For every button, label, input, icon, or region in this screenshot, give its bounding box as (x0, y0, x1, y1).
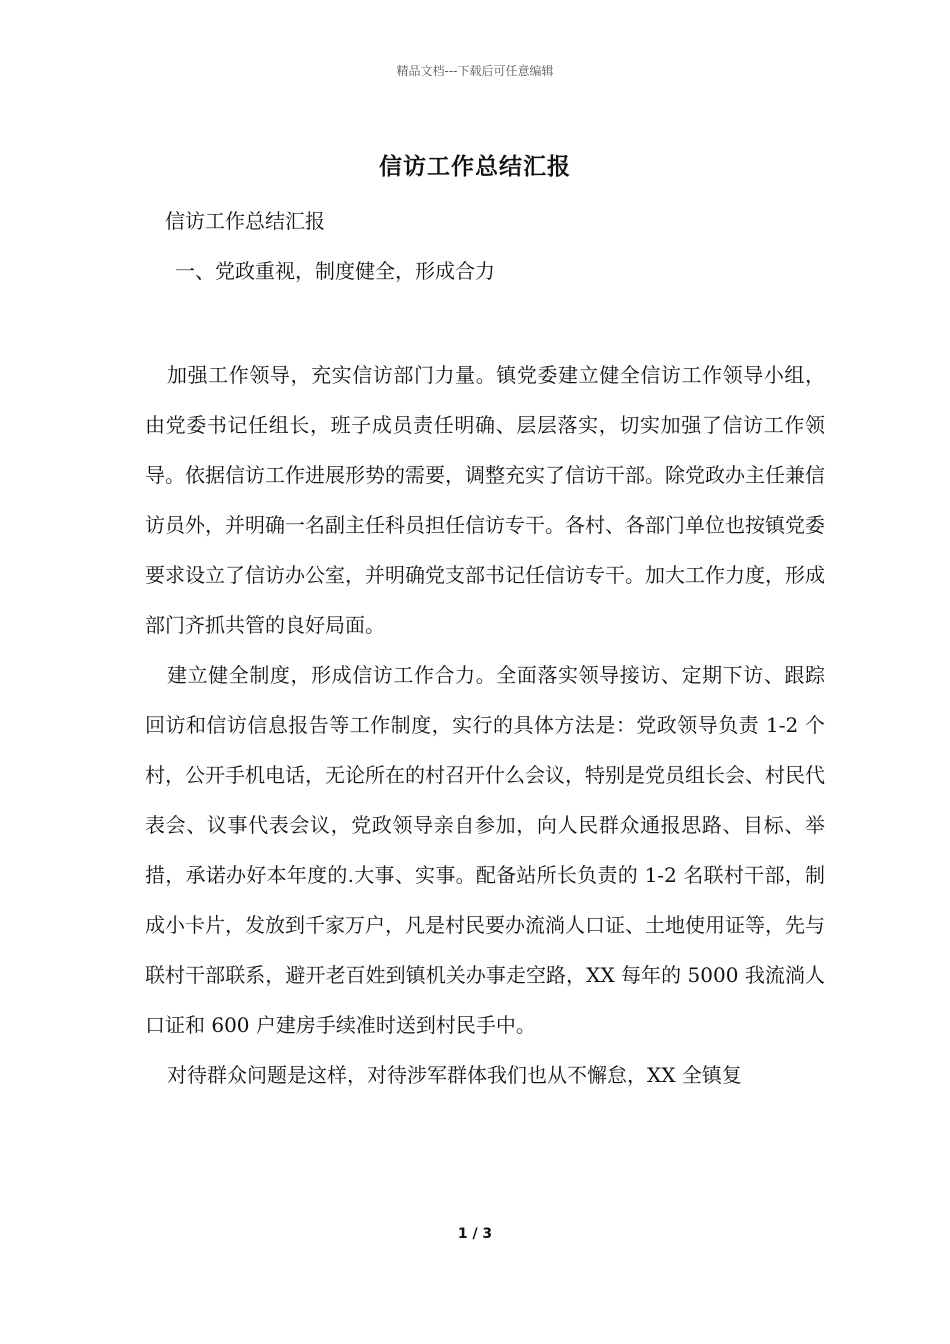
section-heading: 一、党政重视，制度健全，形成合力 (175, 259, 495, 283)
paragraph: 加强工作领导，充实信访部门力量。镇党委建立健全信访工作领导小组，由党委书记任组长，班子成员责任明确、层层落实，切实加强了信访工作领导。依据信访工作进展形势的需要，调整充实了信访干部。除党政办主任兼信访员外，并明确一名副主任科员担任信访专干。各村、各部门单位也按镇党委要求设立了信访办公室，并明确党支部书记任信访专干。加大工作力度，形成部门齐抓共管的良好局面。 (145, 363, 825, 637)
page-number: 1 / 3 (457, 1226, 493, 1242)
document-subtitle: 信访工作总结汇报 (165, 209, 325, 233)
document-body (145, 350, 825, 1100)
paragraph: 对待群众问题是这样，对待涉军群体我们也从不懈怠，XX 全镇复 (167, 1063, 742, 1087)
document-title: 信访工作总结汇报 (379, 153, 571, 180)
paragraph: 建立健全制度，形成信访工作合力。全面落实领导接访、定期下访、跟踪回访和信访信息报告等工作制度，实行的具体方法是：党政领导负责 1-2 个村，公开手机电话，无论所在的村召开什么会议，特别是党员组长会、村民代表会、议事代表会议，党政领导亲自参加，向人民群众通报思路、目标、举措，承诺办好本年度的.大事、实事。配备站所长负责的 1-2 名联村干部，制成小卡片，发放到千家万户，凡是村民要办流淌人口证、土地使用证等，先与联村干部联系，避开老百姓到镇机关办事走空路，XX 每年的 5000 我流淌人口证和 600 户建房手续准时送到村民手中。 (145, 663, 825, 1037)
page-header-note: 精品文档---下载后可任意编辑 (396, 64, 554, 78)
